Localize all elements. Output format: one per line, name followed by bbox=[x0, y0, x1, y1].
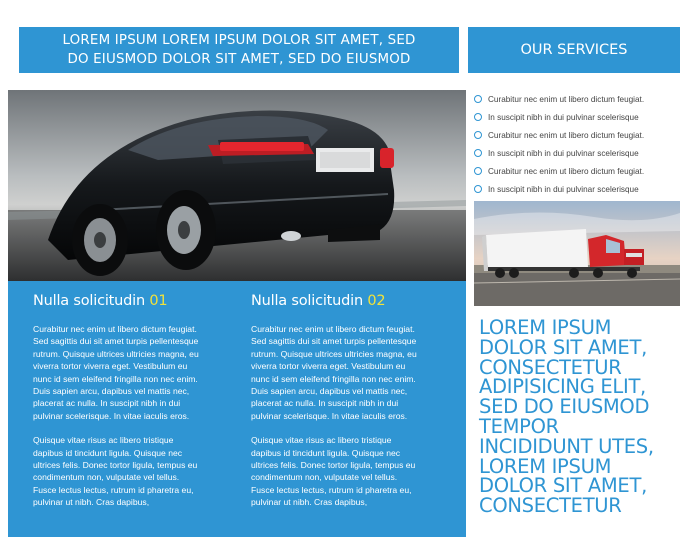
column-1-title bbox=[33, 293, 233, 309]
text-line: viverra tortor viverra eget. Vestibulum eu bbox=[251, 361, 406, 372]
service-item bbox=[474, 180, 690, 198]
header-title-line-2: DO EIUSMOD DOLOR SIT AMET, SED DO EIUSMOD bbox=[67, 52, 411, 67]
text-line: ultrices felis. Donec tortor ligula, tempus eu bbox=[251, 460, 416, 471]
column-2 bbox=[251, 281, 451, 509]
text-line: Quisque vitae risus ac libero tristique bbox=[33, 435, 174, 446]
promo-text-line: CONSECTETUR bbox=[479, 355, 622, 379]
text-line: pulvinar scelerisque. In vitae iaculis eros. bbox=[251, 410, 408, 421]
services-heading: OUR SERVICES bbox=[520, 42, 628, 58]
truck-image bbox=[474, 201, 680, 306]
text-line: Duis sapien arcu, dapibus vel mattis nec, bbox=[251, 386, 408, 397]
column-1-title-text: Nulla solicitudin bbox=[33, 293, 150, 309]
promo-text-line: CONSECTETUR bbox=[479, 494, 622, 518]
circle-bullet-icon bbox=[474, 149, 482, 157]
header-title bbox=[62, 31, 415, 69]
text-line: nunc id sem eleifend fringilla non nec enim. bbox=[33, 373, 198, 384]
circle-bullet-icon bbox=[474, 113, 482, 121]
promo-text-line: LOREM IPSUM bbox=[479, 316, 612, 339]
text-line: condimentum non, vulputate vel tellus. bbox=[251, 472, 398, 483]
circle-bullet-icon bbox=[474, 131, 482, 139]
service-item-text: Curabitur nec enim ut libero dictum feugiat. bbox=[488, 130, 645, 140]
service-item-text: In suscipit nibh in dui pulvinar scelerisque bbox=[488, 112, 639, 122]
text-line: rutrum. Quisque ultrices ultricies magna, eu bbox=[251, 348, 417, 359]
text-line: Fusce lectus lectus, rutrum id pharetra eu, bbox=[251, 484, 412, 495]
service-item bbox=[474, 126, 690, 144]
promo-text-line: ADIPISICING ELIT, bbox=[479, 375, 646, 399]
header-title-line-1: LOREM IPSUM LOREM IPSUM DOLOR SIT AMET, SED bbox=[62, 33, 416, 48]
text-line: placerat ac nulla. In suscipit nibh in dui bbox=[251, 398, 399, 409]
hero-car-image bbox=[8, 90, 466, 281]
column-1-paragraph-1 bbox=[33, 323, 233, 422]
circle-bullet-icon bbox=[474, 95, 482, 103]
text-line: Curabitur nec enim ut libero dictum feugiat. bbox=[33, 324, 197, 334]
promo-text-line: SED DO EIUSMOD bbox=[479, 395, 650, 419]
promo-text-line: INCIDIDUNT UTES, bbox=[479, 434, 654, 458]
text-line: ultrices felis. Donec tortor ligula, tempus eu bbox=[33, 460, 198, 471]
column-2-number: 02 bbox=[367, 293, 386, 309]
text-line: Sed sagittis dui sit amet turpis pellentesque bbox=[251, 336, 417, 347]
column-1-paragraph-2 bbox=[33, 434, 233, 508]
text-line: pulvinar scelerisque. In vitae iaculis eros. bbox=[33, 410, 190, 421]
promo-text-line: DOLOR SIT AMET, bbox=[479, 474, 647, 498]
services-list bbox=[474, 90, 690, 198]
column-2-paragraph-2 bbox=[251, 434, 451, 508]
car-photo bbox=[8, 90, 466, 281]
service-item bbox=[474, 90, 690, 108]
text-line: pulvinar ut nibh. Cras dapibus, bbox=[33, 497, 150, 508]
service-item bbox=[474, 108, 690, 126]
text-line: Fusce lectus lectus, rutrum id pharetra eu, bbox=[33, 484, 194, 495]
text-line: condimentum non, vulputate vel tellus. bbox=[33, 472, 180, 483]
column-2-title-text: Nulla solicitudin bbox=[251, 293, 368, 309]
service-item-text: In suscipit nibh in dui pulvinar scelerisque bbox=[488, 184, 639, 194]
column-2-paragraph-1 bbox=[251, 323, 451, 422]
column-2-title bbox=[251, 293, 451, 309]
service-item bbox=[474, 162, 690, 180]
text-line: dapibus id tincidunt ligula. Quisque nec bbox=[251, 447, 401, 458]
column-1 bbox=[33, 281, 233, 509]
text-line: pulvinar ut nibh. Cras dapibus, bbox=[251, 497, 368, 508]
service-item-text: Curabitur nec enim ut libero dictum feugiat. bbox=[488, 94, 645, 104]
text-line: rutrum. Quisque ultrices ultricies magna, eu bbox=[33, 348, 199, 359]
column-1-number: 01 bbox=[149, 293, 168, 309]
header-title-bar bbox=[19, 27, 459, 73]
text-line: Quisque vitae risus ac libero tristique bbox=[251, 435, 392, 446]
text-line: placerat ac nulla. In suscipit nibh in dui bbox=[33, 398, 181, 409]
circle-bullet-icon bbox=[474, 185, 482, 193]
truck-photo bbox=[474, 201, 680, 306]
text-line: viverra tortor viverra eget. Vestibulum eu bbox=[33, 361, 188, 372]
text-line: Curabitur nec enim ut libero dictum feugiat. bbox=[251, 324, 415, 334]
text-line: nunc id sem eleifend fringilla non nec enim. bbox=[251, 373, 416, 384]
promo-text-line: LOREM IPSUM bbox=[479, 454, 612, 478]
promo-text-block bbox=[479, 318, 689, 516]
text-line: dapibus id tincidunt ligula. Quisque nec bbox=[33, 447, 183, 458]
circle-bullet-icon bbox=[474, 167, 482, 175]
content-panel bbox=[8, 281, 466, 537]
service-item-text: Curabitur nec enim ut libero dictum feugiat. bbox=[488, 166, 645, 176]
promo-text-line: DOLOR SIT AMET, bbox=[479, 335, 647, 359]
service-item bbox=[474, 144, 690, 162]
text-line: Duis sapien arcu, dapibus vel mattis nec, bbox=[33, 386, 190, 397]
text-line: Sed sagittis dui sit amet turpis pellentesque bbox=[33, 336, 199, 347]
promo-text-line: TEMPOR bbox=[479, 414, 559, 438]
service-item-text: In suscipit nibh in dui pulvinar scelerisque bbox=[488, 148, 639, 158]
services-heading-bar bbox=[468, 27, 680, 73]
